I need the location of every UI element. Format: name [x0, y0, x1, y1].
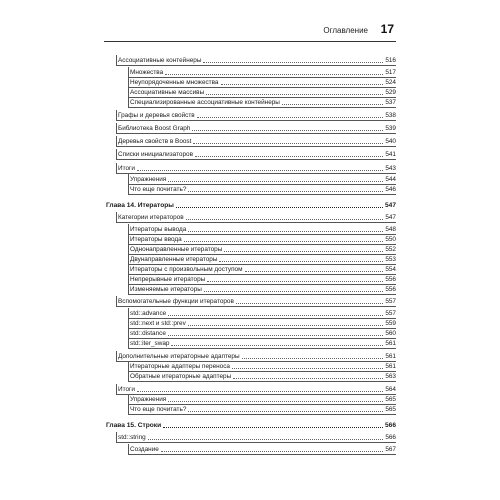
dot-leader	[193, 142, 383, 144]
toc-entry-page: 548	[385, 226, 396, 233]
toc-entry-page: 524	[385, 79, 396, 86]
dot-leader	[203, 61, 383, 63]
toc-entry-label: Изменяемые итераторы	[130, 286, 202, 293]
toc-entry-row	[128, 275, 396, 284]
toc-entry	[104, 284, 396, 295]
toc-entry-label: Создание	[130, 446, 159, 453]
dot-leader	[236, 302, 383, 304]
toc-entry-label: Списки инициализаторов	[118, 151, 193, 158]
toc-entry-label: Упражнения	[130, 396, 167, 403]
toc-entry-label: Категории итераторов	[118, 214, 184, 221]
toc-entry-row	[128, 235, 396, 244]
toc-entry-row	[128, 68, 396, 77]
dot-leader	[168, 180, 383, 182]
dot-leader	[197, 116, 384, 118]
toc-entry-label: Двунаправленные итераторы	[130, 256, 218, 263]
toc-entry-page: 557	[385, 298, 396, 305]
toc-entry	[104, 444, 396, 455]
toc-entry-label: std::iter_swap	[130, 340, 170, 347]
toc-entry-page: 552	[385, 246, 396, 253]
toc-entry-row	[128, 405, 396, 414]
toc-entry-page: 550	[385, 236, 396, 243]
toc-entry-label: Библиотека Boost Graph	[118, 125, 191, 132]
toc-entry-row	[128, 245, 396, 254]
toc-entry-label: std::distance	[130, 330, 166, 337]
dot-leader	[161, 450, 384, 452]
toc-entry-page: 556	[385, 286, 396, 293]
toc-entry	[104, 184, 396, 195]
toc-entry-page: 565	[385, 406, 396, 413]
toc-entry-row	[116, 150, 396, 159]
toc-entry-label: Упражнения	[130, 176, 167, 183]
toc-entry-label: Неупорядоченные множества	[130, 79, 219, 86]
toc-entry-row	[128, 88, 396, 97]
toc-entry-row	[128, 395, 396, 404]
toc-entry-row	[116, 124, 396, 133]
toc-entry	[104, 163, 396, 174]
dot-leader	[168, 334, 383, 336]
toc-entry	[104, 123, 396, 134]
toc-entry-page: 565	[385, 396, 396, 403]
toc-entry-label: Специализированные ассоциативные контейнеры	[130, 99, 280, 106]
dot-leader	[195, 155, 383, 157]
toc-entry-page: 561	[385, 340, 396, 347]
toc-entry	[104, 55, 396, 66]
toc-entry-row	[128, 372, 396, 381]
toc-entry	[104, 296, 396, 307]
toc-entry-row	[116, 352, 396, 361]
dot-leader	[165, 73, 383, 75]
dot-leader	[224, 250, 383, 252]
toc-entry-row	[116, 56, 396, 65]
toc-entry-row	[128, 225, 396, 234]
toc-entry-page: 538	[385, 112, 396, 119]
toc-entry-page: 540	[385, 138, 396, 145]
toc-entry	[104, 212, 396, 223]
toc-entry-row	[116, 385, 396, 394]
toc-entry-label: Глава 15. Строки	[106, 422, 162, 429]
toc-entry-row	[104, 201, 396, 210]
toc-entry-page: 537	[385, 99, 396, 106]
toc-entry-row	[116, 111, 396, 120]
toc-entry-row	[104, 421, 396, 430]
toc-entry-page: 546	[385, 186, 396, 193]
toc-entry-page: 547	[385, 214, 396, 221]
toc-entry-row	[128, 185, 396, 194]
toc-chapter-entry	[104, 420, 396, 431]
dot-leader	[221, 83, 384, 85]
toc-entry	[104, 110, 396, 121]
toc-entry-label: Итераторы ввода	[130, 236, 182, 243]
toc-entry-label: Однонаправленные итераторы	[130, 246, 223, 253]
toc-entry-page: 553	[385, 256, 396, 263]
dot-leader	[206, 93, 383, 95]
toc-entry	[104, 371, 396, 382]
toc-entry-page: 547	[384, 202, 396, 209]
toc-entry-row	[128, 319, 396, 328]
toc-entry-label: Итераторные адаптеры переноса	[130, 363, 230, 370]
running-header-title: Оглавление	[323, 26, 368, 35]
toc-entry-row	[128, 78, 396, 87]
page-number: 17	[380, 22, 394, 36]
dot-leader	[184, 240, 384, 242]
toc-entry-page: 529	[385, 89, 396, 96]
toc-entry-row	[128, 309, 396, 318]
toc-entry-page: 567	[385, 446, 396, 453]
toc-entry	[104, 338, 396, 349]
toc-entry-label: Ассоциативные контейнеры	[118, 57, 202, 64]
toc-entry-row	[128, 362, 396, 371]
toc-entry	[104, 136, 396, 147]
dot-leader	[168, 400, 383, 402]
toc-entry-row	[128, 445, 396, 454]
dot-leader	[245, 270, 384, 272]
toc-entry-row	[116, 297, 396, 306]
dot-leader	[137, 390, 383, 392]
toc-entry-label: Ассоциативные массивы	[130, 89, 205, 96]
dot-leader	[242, 357, 384, 359]
dot-leader	[192, 129, 383, 131]
toc-entry	[104, 432, 396, 443]
toc-entry-page: 539	[385, 125, 396, 132]
toc-chapter-entry	[104, 200, 396, 211]
dot-leader	[163, 426, 383, 428]
dot-leader	[188, 410, 383, 412]
dot-leader	[168, 314, 383, 316]
dot-leader	[207, 280, 383, 282]
toc-entry-label: std::advance	[130, 310, 167, 317]
toc-entry-label: Что еще почитать?	[130, 406, 187, 413]
toc-entry-label: Итоги	[118, 386, 135, 393]
toc-entry-page: 563	[385, 373, 396, 380]
dot-leader	[204, 290, 383, 292]
toc-entry-label: Деревья свойств в Boost	[118, 138, 192, 145]
toc-entry-label: Непрерывные итераторы	[130, 276, 206, 283]
dot-leader	[233, 377, 383, 379]
toc-entry-page: 544	[385, 176, 396, 183]
dot-leader	[137, 169, 383, 171]
toc-entry	[104, 97, 396, 108]
toc-entry-label: Итоги	[118, 165, 135, 172]
toc-entry-row	[128, 285, 396, 294]
toc-entry-row	[116, 433, 396, 442]
toc-entry-label: Графы и деревья свойств	[118, 112, 195, 119]
toc-entry-page: 516	[385, 57, 396, 64]
toc-entry-row	[128, 98, 396, 107]
toc-entry-row	[128, 339, 396, 348]
toc-entry-label: Обратные итераторные адаптеры	[130, 373, 232, 380]
dot-leader	[232, 367, 383, 369]
dot-leader	[148, 438, 384, 440]
dot-leader	[188, 230, 383, 232]
toc-entry-page: 561	[385, 363, 396, 370]
toc-entry-row	[128, 255, 396, 264]
toc-entry-label: Вспомогательные функции итераторов	[118, 298, 234, 305]
toc-entry-row	[116, 213, 396, 222]
toc-entry-label: std::string	[118, 434, 146, 441]
dot-leader	[219, 260, 383, 262]
toc-entry	[104, 404, 396, 415]
toc-entry-label: Итераторы с произвольным доступом	[130, 266, 243, 273]
toc-entry-page: 554	[385, 266, 396, 273]
toc-entry-row	[116, 164, 396, 173]
toc-entry-page: 559	[385, 320, 396, 327]
toc-entry-page: 543	[385, 165, 396, 172]
toc-entry-label: Дополнительные итераторные адаптеры	[118, 353, 240, 360]
toc-entry-page: 564	[385, 386, 396, 393]
toc-entry-page: 566	[384, 422, 396, 429]
toc-entry-label: Что еще почитать?	[130, 186, 187, 193]
toc-entry-page: 566	[385, 434, 396, 441]
toc-entry-row	[116, 137, 396, 146]
dot-leader	[188, 324, 384, 326]
toc-entry-page: 557	[385, 310, 396, 317]
dot-leader	[171, 344, 383, 346]
dot-leader	[282, 103, 383, 105]
toc-entry-page: 560	[385, 330, 396, 337]
toc-entry-label: std::next и std::prev	[130, 320, 186, 327]
toc-entry-row	[128, 175, 396, 184]
toc-entry-label: Глава 14. Итераторы	[106, 202, 174, 209]
page-header	[104, 21, 396, 42]
dot-leader	[186, 218, 384, 220]
toc-entry-page: 517	[385, 69, 396, 76]
toc-entry-page: 556	[385, 276, 396, 283]
toc-entry-page: 561	[385, 353, 396, 360]
toc-entry-label: Множества	[130, 69, 164, 76]
toc-entry	[104, 149, 396, 160]
dot-leader	[176, 206, 383, 208]
toc-entry-row	[128, 329, 396, 338]
toc-entry-label: Итераторы вывода	[130, 226, 187, 233]
toc-entry-page: 541	[385, 151, 396, 158]
dot-leader	[188, 190, 383, 192]
toc-entry-row	[128, 265, 396, 274]
